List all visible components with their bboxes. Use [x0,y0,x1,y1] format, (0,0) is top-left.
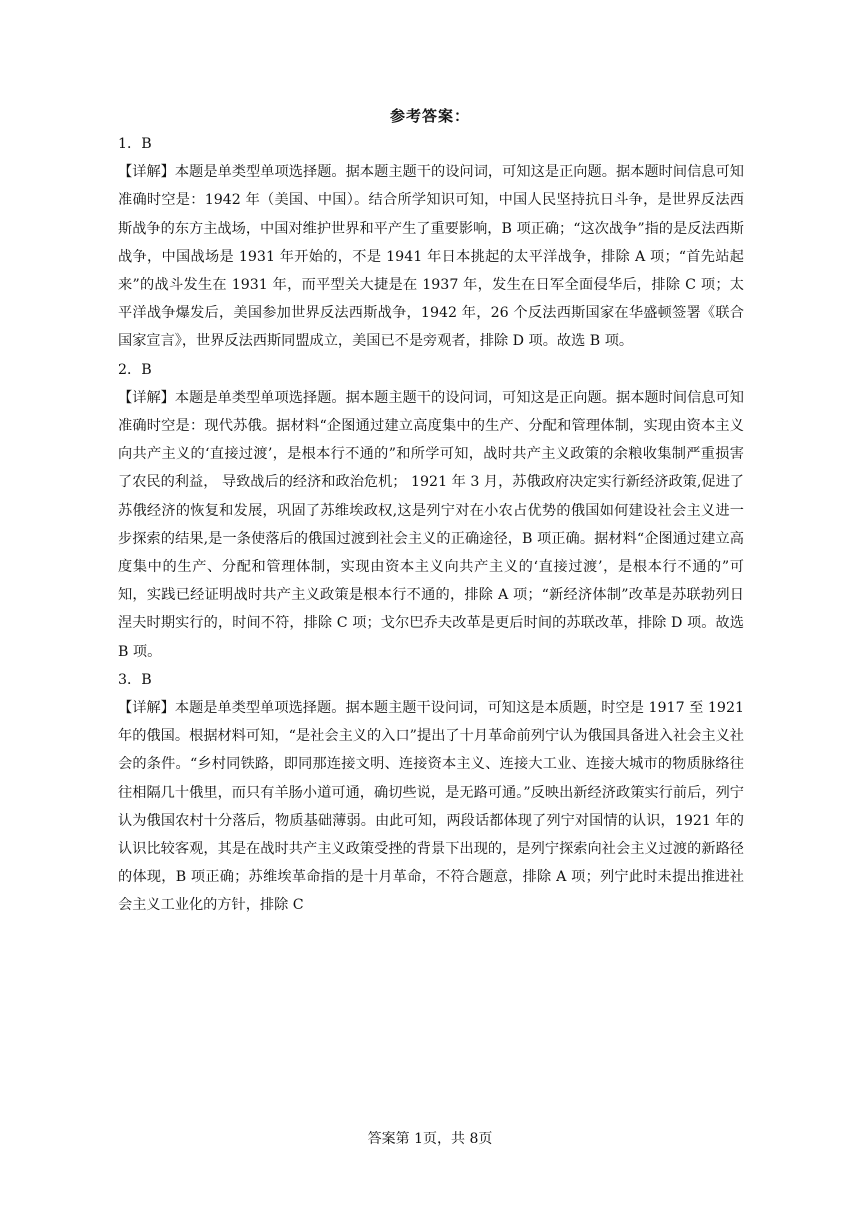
answer-1-number: 1．B [118,136,152,152]
answer-1-explanation: 【详解】本题是单类型单项选择题。据本题主题干的设问词，可知这是正向题。据本题时间信息可知准确时空是：1942 年（美国、中国）。结合所学知识可知，中国人民坚持抗日斗争，是世界反法西斯战争的东方主战场，中国对维护世界和平产生了重要影响，B 项正确；“这次战争”指的是反法西斯战争，中国战场是 1931 年开始的，不是 1941 年日本挑起的太平洋战争，排除 A 项；“首先站起来”的战斗发生在 1931 年，而平型关大捷是在 1937 年，发生在日军全面侵华后，排除 C 项；太平洋战争爆发后，美国参加世界反法西斯战争，1942 年，26 个反法西斯国家在华盛顿签署《联合国家宣言》，世界反法西斯同盟成立，美国已不是旁观者，排除 D 项。故选 B 项。 [118,164,744,350]
answer-3-number: 3．B [118,671,152,688]
page-title: 参考答案： [389,107,470,125]
answer-2-number: 2．B [118,361,152,378]
answer-3-explanation: 【详解】本题是单类型单项选择题。据本题主题干设问词，可知这是本质题，时空是 1917 至 1921 年的俄国。根据材料可知，“是社会主义的入口”提出了十月革命前列宁认为俄国具备进入社会主义社会的条件。“乡村同铁路，即同那连接文明、连接资本主义、连接大工业、连接大城市的物质脉络往往相隔几十俄里，而只有羊肠小道可通，确切些说，是无路可通。”反映出新经济政策实行前后，列宁认为俄国农村十分落后，物质基础薄弱。由此可知，两段话都体现了列宁对国情的认识，1921 年的认识比较客观，其是在战时共产主义政策受挫的背景下出现的，是列宁探索向社会主义过渡的新路径的体现，B 项正确；苏维埃革命指的是十月革命，不符合题意，排除 A 项；列宁此时未提出推进社会主义工业化的方针，排除 C [118,700,744,914]
answers-content [118,130,744,920]
answer-2-explanation: 【详解】本题是单类型单项选择题。据本题主题干的设问词，可知这是正向题。据本题时间信息可知准确时空是：现代苏俄。据材料“企图通过建立高度集中的生产、分配和管理体制，实现由资本主义向共产主义的‘直接过渡’，是根本行不通的”和所学可知，战时共产主义政策的余粮收集制严重损害了农民的利益， 导致战后的经济和政治危机； 1921 年 3 月，苏俄政府决定实行新经济政策,促进了苏俄经济的恢复和发展，巩固了苏维埃政权,这是列宁对在小农占优势的俄国如何建设社会主义进一步探索的结果,是一条使落后的俄国过渡到社会主义的正确途径，B 项正确。据材料“企图通过建立高度集中的生产、分配和管理体制，实现由资本主义向共产主义的‘直接过渡’，是根本行不通的”可知，实践已经证明战时共产主义政策是根本行不通的，排除 A 项；“新经济体制”改革是苏联勃列日涅夫时期实行的，时间不符，排除 C 项；戈尔巴乔夫改革是更后时间的苏联改革，排除 D 项。故选 B 项。 [118,389,744,660]
page-footer: 答案第 1页，共 8页 [367,1131,493,1147]
